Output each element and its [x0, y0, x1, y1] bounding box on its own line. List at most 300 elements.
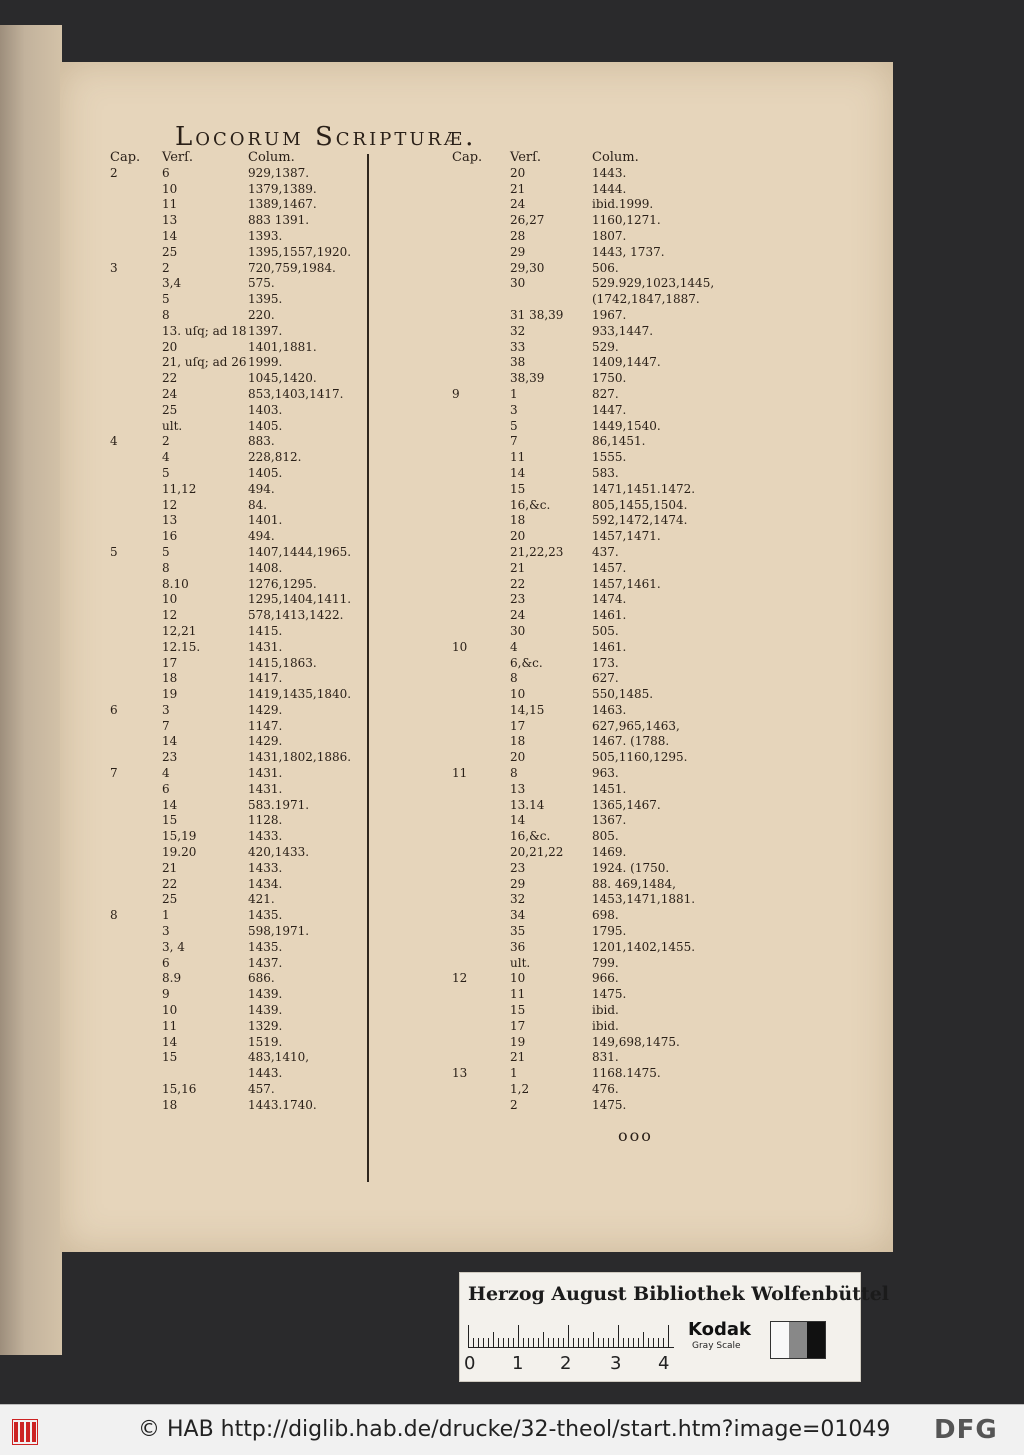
chapter-cell: 3 — [110, 260, 118, 275]
ruler-tick — [528, 1338, 529, 1347]
verse-cell: 10 — [510, 687, 526, 702]
column-cell: 598,1971. — [248, 924, 310, 939]
column-cell: 505. — [592, 623, 619, 638]
column-cell: ibid. — [592, 1018, 619, 1033]
column-divider — [367, 154, 369, 1182]
column-cell: 476. — [592, 1082, 619, 1097]
verse-cell: 20 — [510, 529, 526, 544]
column-cell: 578,1413,1422. — [248, 608, 344, 623]
column-cell: 1449,1540. — [592, 418, 661, 433]
verse-cell: 20,21,22 — [510, 845, 564, 860]
chapter-cell: 13 — [452, 1066, 468, 1081]
column-cell: 1967. — [592, 307, 627, 322]
column-cell: 1807. — [592, 228, 627, 243]
verse-cell: 17 — [510, 1018, 526, 1033]
verse-cell: 8 — [162, 307, 170, 322]
column-cell: 1393. — [248, 228, 283, 243]
ruler-tick — [598, 1338, 599, 1347]
column-cell: 883 1391. — [248, 213, 310, 228]
column-cell: 1433. — [248, 829, 283, 844]
column-cell: (1742,1847,1887. — [592, 292, 700, 307]
chapter-cell: 6 — [110, 702, 118, 717]
column-cell: 1160,1271. — [592, 213, 661, 228]
ruler-tick — [538, 1338, 539, 1347]
column-cell: 1429. — [248, 734, 283, 749]
column-cell: 1461. — [592, 608, 627, 623]
verse-cell: 15 — [162, 813, 178, 828]
column-cell: 1457. — [592, 560, 627, 575]
verse-cell: 13 — [162, 513, 178, 528]
column-cell: 1415. — [248, 623, 283, 638]
column-cell: 1433. — [248, 860, 283, 875]
verse-cell: 21,22,23 — [510, 544, 564, 559]
column-cell: ibid. — [592, 1003, 619, 1018]
verse-cell: 29 — [510, 244, 526, 259]
verse-cell: 3 — [162, 702, 170, 717]
chapter-cell: 9 — [452, 386, 460, 401]
ruler-tick — [653, 1338, 654, 1347]
column-cell: 1295,1404,1411. — [248, 592, 352, 607]
verse-cell: 32 — [510, 323, 526, 338]
column-cell: 1397. — [248, 323, 283, 338]
column-cell: 1439. — [248, 987, 283, 1002]
verse-cell: 13 — [162, 213, 178, 228]
column-cell: 1128. — [248, 813, 283, 828]
ruler-tick — [568, 1325, 569, 1347]
ruler-tick — [638, 1338, 639, 1347]
verse-cell: 17 — [510, 718, 526, 733]
verse-cell: 1,2 — [510, 1082, 530, 1097]
ruler-tick — [648, 1338, 649, 1347]
column-cell: 550,1485. — [592, 687, 654, 702]
ruler-tick — [643, 1332, 644, 1347]
column-cell: 84. — [248, 497, 268, 512]
ruler-tick — [633, 1338, 634, 1347]
verse-cell: 16,&c. — [510, 497, 551, 512]
column-cell: 1431. — [248, 781, 283, 796]
verse-cell: 5 — [162, 465, 170, 480]
column-cell: 1435. — [248, 908, 283, 923]
verse-cell: 22 — [162, 876, 178, 891]
verse-cell: 10 — [510, 971, 526, 986]
column-cell: 1405. — [248, 465, 283, 480]
chapter-cell: 4 — [110, 434, 118, 449]
column-cell: 529.929,1023,1445, — [592, 276, 715, 291]
chapter-cell: 12 — [452, 971, 468, 986]
previous-page-edge — [0, 25, 62, 1355]
ruler-tick — [563, 1338, 564, 1347]
verse-cell: 8 — [510, 766, 518, 781]
verse-cell: 20 — [162, 339, 178, 354]
ruler-tick — [513, 1338, 514, 1347]
verse-cell: 13 — [510, 781, 526, 796]
column-cell: 1795. — [592, 924, 627, 939]
column-cell: 720,759,1984. — [248, 260, 336, 275]
scale-numbers — [460, 1353, 690, 1373]
verse-cell: 3 — [510, 402, 518, 417]
verse-cell: 34 — [510, 908, 526, 923]
verse-cell: 14 — [162, 734, 178, 749]
ruler-tick — [578, 1338, 579, 1347]
column-cell: 1408. — [248, 560, 283, 575]
column-cell: 1453,1471,1881. — [592, 892, 696, 907]
ruler-tick — [518, 1325, 519, 1347]
chapter-cell: 8 — [110, 908, 118, 923]
verse-cell: 21, uſq; ad 26 — [162, 355, 247, 370]
column-cell: 1555. — [592, 450, 627, 465]
column-cell: 1276,1295. — [248, 576, 317, 591]
ruler-tick — [558, 1338, 559, 1347]
verse-cell: 38 — [510, 355, 526, 370]
verse-cell: 4 — [510, 639, 518, 654]
ruler-tick — [493, 1332, 494, 1347]
verse-cell: 10 — [162, 181, 178, 196]
verse-cell: 15,16 — [162, 1082, 197, 1097]
column-cell: 173. — [592, 655, 619, 670]
column-cell: 583.1971. — [248, 797, 310, 812]
verse-cell: 18 — [510, 513, 526, 528]
verse-cell: 9 — [162, 987, 170, 1002]
column-cell: 1405. — [248, 418, 283, 433]
verse-cell: 22 — [162, 371, 178, 386]
column-cell: 698. — [592, 908, 619, 923]
verse-cell: 10 — [162, 1003, 178, 1018]
column-cell: 1447. — [592, 402, 627, 417]
verse-cell: 8 — [162, 560, 170, 575]
ruler-tick — [618, 1325, 619, 1347]
verse-cell: 29,30 — [510, 260, 545, 275]
verse-cell: 12,21 — [162, 623, 197, 638]
column-cell: 1924. (1750. — [592, 860, 670, 875]
column-cell: 933,1447. — [592, 323, 654, 338]
ruler-tick — [553, 1338, 554, 1347]
column-cell: 1519. — [248, 1034, 283, 1049]
verse-cell: 32 — [510, 892, 526, 907]
verse-cell: 3, 4 — [162, 939, 185, 954]
column-cell: 421. — [248, 892, 275, 907]
verse-cell: 8.10 — [162, 576, 189, 591]
catchword: ooo — [618, 1126, 653, 1145]
verse-cell: 14 — [510, 465, 526, 480]
footer-bar — [0, 1404, 1024, 1455]
verse-cell: 15,19 — [162, 829, 197, 844]
column-cell: 963. — [592, 766, 619, 781]
verse-cell: 7 — [510, 434, 518, 449]
column-cell: 1457,1461. — [592, 576, 661, 591]
verse-cell: 14 — [162, 228, 178, 243]
column-cell: 1379,1389. — [248, 181, 317, 196]
column-cell: 1444. — [592, 181, 627, 196]
vers-header: Verſ. — [162, 150, 194, 165]
verse-cell: 16 — [162, 529, 178, 544]
verse-cell: 1 — [510, 1066, 518, 1081]
verse-cell: 19.20 — [162, 845, 197, 860]
column-cell: 1443. — [248, 1066, 283, 1081]
kodak-logo: Kodak — [688, 1319, 751, 1340]
verse-cell: 23 — [510, 860, 526, 875]
column-cell: 1437. — [248, 955, 283, 970]
verse-cell: 29 — [510, 876, 526, 891]
dfg-logo: DFG — [934, 1415, 998, 1445]
colum-header: Colum. — [248, 150, 295, 165]
gray-patch — [771, 1322, 789, 1358]
verse-cell: 15 — [510, 481, 526, 496]
column-cell: 1999. — [248, 355, 283, 370]
verse-cell: 12 — [162, 608, 178, 623]
verse-cell: 31 38,39 — [510, 307, 564, 322]
ruler-tick — [588, 1338, 589, 1347]
chapter-cell: 2 — [110, 165, 118, 180]
verse-cell: 12.15. — [162, 639, 201, 654]
column-cell: 437. — [592, 544, 619, 559]
column-cell: 1750. — [592, 371, 627, 386]
column-cell: 1419,1435,1840. — [248, 687, 352, 702]
verse-cell: 21 — [510, 1050, 526, 1065]
verse-cell: ult. — [510, 955, 531, 970]
column-cell: 1407,1444,1965. — [248, 544, 352, 559]
column-cell: 805,1455,1504. — [592, 497, 688, 512]
ruler-tick — [468, 1325, 469, 1347]
ruler-tick — [548, 1338, 549, 1347]
verse-cell: 30 — [510, 623, 526, 638]
verse-cell: 26,27 — [510, 213, 545, 228]
column-cell: 1471,1451.1472. — [592, 481, 696, 496]
verse-cell: 21 — [162, 860, 178, 875]
column-cell: 831. — [592, 1050, 619, 1065]
verse-cell: 21 — [510, 560, 526, 575]
verse-cell: 33 — [510, 339, 526, 354]
ruler-tick — [658, 1338, 659, 1347]
verse-cell: 23 — [162, 750, 178, 765]
column-cell: 1045,1420. — [248, 371, 317, 386]
verse-cell: 20 — [510, 750, 526, 765]
column-cell: 799. — [592, 955, 619, 970]
ruler-tick — [498, 1338, 499, 1347]
column-cell: 1443.1740. — [248, 1097, 317, 1112]
ruler-tick — [483, 1338, 484, 1347]
chapter-cell: 11 — [452, 766, 468, 781]
cap-header: Cap. — [452, 150, 483, 165]
column-cell: 1443, 1737. — [592, 244, 665, 259]
verse-cell: 2 — [162, 260, 170, 275]
column-cell: ibid.1999. — [592, 197, 654, 212]
column-cell: 506. — [592, 260, 619, 275]
column-cell: 1367. — [592, 813, 627, 828]
column-cell: 686. — [248, 971, 275, 986]
verse-cell: 18 — [162, 1097, 178, 1112]
verse-cell: 12 — [162, 497, 178, 512]
verse-cell: 19 — [162, 687, 178, 702]
column-cell: 1431,1802,1886. — [248, 750, 352, 765]
column-cell: 583. — [592, 465, 619, 480]
verse-cell: 35 — [510, 924, 526, 939]
verse-cell: 5 — [510, 418, 518, 433]
verse-cell: 4 — [162, 450, 170, 465]
column-cell: 494. — [248, 481, 275, 496]
verse-cell: 4 — [162, 766, 170, 781]
page-heading: Locorum Scripturæ. — [175, 122, 477, 152]
verse-cell: 30 — [510, 276, 526, 291]
verse-cell: 2 — [162, 434, 170, 449]
verse-cell: 24 — [510, 608, 526, 623]
column-cell: 1168.1475. — [592, 1066, 661, 1081]
verse-cell: 14 — [510, 813, 526, 828]
library-name: Herzog August Bibliothek Wolfenbüttel — [468, 1283, 889, 1305]
column-cell: 827. — [592, 386, 619, 401]
column-cell: 1429. — [248, 702, 283, 717]
ruler-tick — [668, 1325, 669, 1347]
ruler-tick — [543, 1332, 544, 1347]
cap-header: Cap. — [110, 150, 141, 165]
verse-cell: 18 — [510, 734, 526, 749]
column-cell: 1457,1471. — [592, 529, 661, 544]
column-cell: 1467. (1788. — [592, 734, 670, 749]
verse-cell: 1 — [510, 386, 518, 401]
column-cell: 805. — [592, 829, 619, 844]
vers-header: Verſ. — [510, 150, 542, 165]
chapter-cell: 7 — [110, 766, 118, 781]
scale-number: 0 — [464, 1353, 476, 1374]
column-cell: 1403. — [248, 402, 283, 417]
column-cell: 494. — [248, 529, 275, 544]
verse-cell: 25 — [162, 402, 178, 417]
column-cell: 1469. — [592, 845, 627, 860]
column-cell: 1461. — [592, 639, 627, 654]
ruler-tick — [583, 1338, 584, 1347]
verse-cell: 14,15 — [510, 702, 545, 717]
verse-cell: 3,4 — [162, 276, 182, 291]
verse-cell: 36 — [510, 939, 526, 954]
hab-logo-icon — [12, 1419, 38, 1445]
column-cell: 149,698,1475. — [592, 1034, 680, 1049]
column-cell: 1329. — [248, 1018, 283, 1033]
gray-patches — [770, 1321, 826, 1359]
verse-cell: 14 — [162, 1034, 178, 1049]
verse-cell: 28 — [510, 228, 526, 243]
verse-cell: 6 — [162, 955, 170, 970]
column-cell: 1417. — [248, 671, 283, 686]
scale-number: 2 — [560, 1353, 572, 1374]
column-cell: 853,1403,1417. — [248, 386, 344, 401]
column-cell: 483,1410, — [248, 1050, 310, 1065]
column-cell: 1475. — [592, 987, 627, 1002]
verse-cell: 5 — [162, 292, 170, 307]
ruler-tick — [623, 1338, 624, 1347]
verse-cell: 22 — [510, 576, 526, 591]
verse-cell: 11 — [510, 450, 526, 465]
verse-cell: 2 — [510, 1097, 518, 1112]
column-cell: 1431. — [248, 639, 283, 654]
ruler-tick — [488, 1338, 489, 1347]
column-cell: 627. — [592, 671, 619, 686]
verse-cell: 6 — [162, 781, 170, 796]
verse-cell: 25 — [162, 244, 178, 259]
verse-cell: 6,&c. — [510, 655, 543, 670]
column-cell: 627,965,1463, — [592, 718, 680, 733]
column-cell: 457. — [248, 1082, 275, 1097]
column-cell: 1435. — [248, 939, 283, 954]
scale-number: 3 — [610, 1353, 622, 1374]
column-cell: 220. — [248, 307, 275, 322]
column-cell: 592,1472,1474. — [592, 513, 688, 528]
column-cell: 1401,1881. — [248, 339, 317, 354]
verse-cell: 8 — [510, 671, 518, 686]
scale-number: 1 — [512, 1353, 524, 1374]
ruler-tick — [503, 1338, 504, 1347]
verse-cell: 18 — [162, 671, 178, 686]
ruler-tick — [628, 1338, 629, 1347]
column-cell: 1431. — [248, 766, 283, 781]
verse-cell: 7 — [162, 718, 170, 733]
scale-ruler — [468, 1321, 674, 1348]
column-cell: 529. — [592, 339, 619, 354]
ruler-tick — [473, 1338, 474, 1347]
verse-cell: 3 — [162, 924, 170, 939]
verse-cell: 13. uſq; ad 18 — [162, 323, 247, 338]
column-cell: 575. — [248, 276, 275, 291]
colum-header: Colum. — [592, 150, 639, 165]
column-cell: 1439. — [248, 1003, 283, 1018]
ruler-tick — [573, 1338, 574, 1347]
gray-scale-label: Gray Scale — [692, 1341, 741, 1351]
verse-cell: 11 — [162, 1018, 178, 1033]
column-cell: 1395,1557,1920. — [248, 244, 352, 259]
ruler-tick — [593, 1332, 594, 1347]
column-cell: 1389,1467. — [248, 197, 317, 212]
scale-number: 4 — [658, 1353, 670, 1374]
column-cell: 1201,1402,1455. — [592, 939, 696, 954]
verse-cell: 17 — [162, 655, 178, 670]
gray-patch — [807, 1322, 825, 1358]
verse-cell: 11 — [162, 197, 178, 212]
verse-cell: 38,39 — [510, 371, 545, 386]
verse-cell: 13.14 — [510, 797, 545, 812]
chapter-cell: 10 — [452, 639, 468, 654]
verse-cell: 16,&c. — [510, 829, 551, 844]
verse-cell: 15 — [510, 1003, 526, 1018]
book-page — [60, 62, 893, 1252]
ruler-tick — [603, 1338, 604, 1347]
column-cell: 1443. — [592, 165, 627, 180]
column-cell: 1434. — [248, 876, 283, 891]
verse-cell: 20 — [510, 165, 526, 180]
chapter-cell: 5 — [110, 544, 118, 559]
verse-cell: 11 — [510, 987, 526, 1002]
column-cell: 86,1451. — [592, 434, 646, 449]
verse-cell: ult. — [162, 418, 183, 433]
column-cell: 1475. — [592, 1097, 627, 1112]
verse-cell: 14 — [162, 797, 178, 812]
column-cell: 505,1160,1295. — [592, 750, 688, 765]
column-cell: 929,1387. — [248, 165, 310, 180]
column-cell: 228,812. — [248, 450, 302, 465]
ruler-tick — [478, 1338, 479, 1347]
verse-cell: 23 — [510, 592, 526, 607]
column-cell: 1365,1467. — [592, 797, 661, 812]
ruler-tick — [608, 1338, 609, 1347]
ruler-tick — [663, 1338, 664, 1347]
ruler-tick — [613, 1338, 614, 1347]
verse-cell: 10 — [162, 592, 178, 607]
column-cell: 1395. — [248, 292, 283, 307]
library-color-card — [459, 1272, 889, 1382]
column-cell: 883. — [248, 434, 275, 449]
verse-cell: 24 — [162, 386, 178, 401]
column-cell: 88. 469,1484, — [592, 876, 676, 891]
ruler-tick — [533, 1338, 534, 1347]
verse-cell: 1 — [162, 908, 170, 923]
verse-cell: 15 — [162, 1050, 178, 1065]
